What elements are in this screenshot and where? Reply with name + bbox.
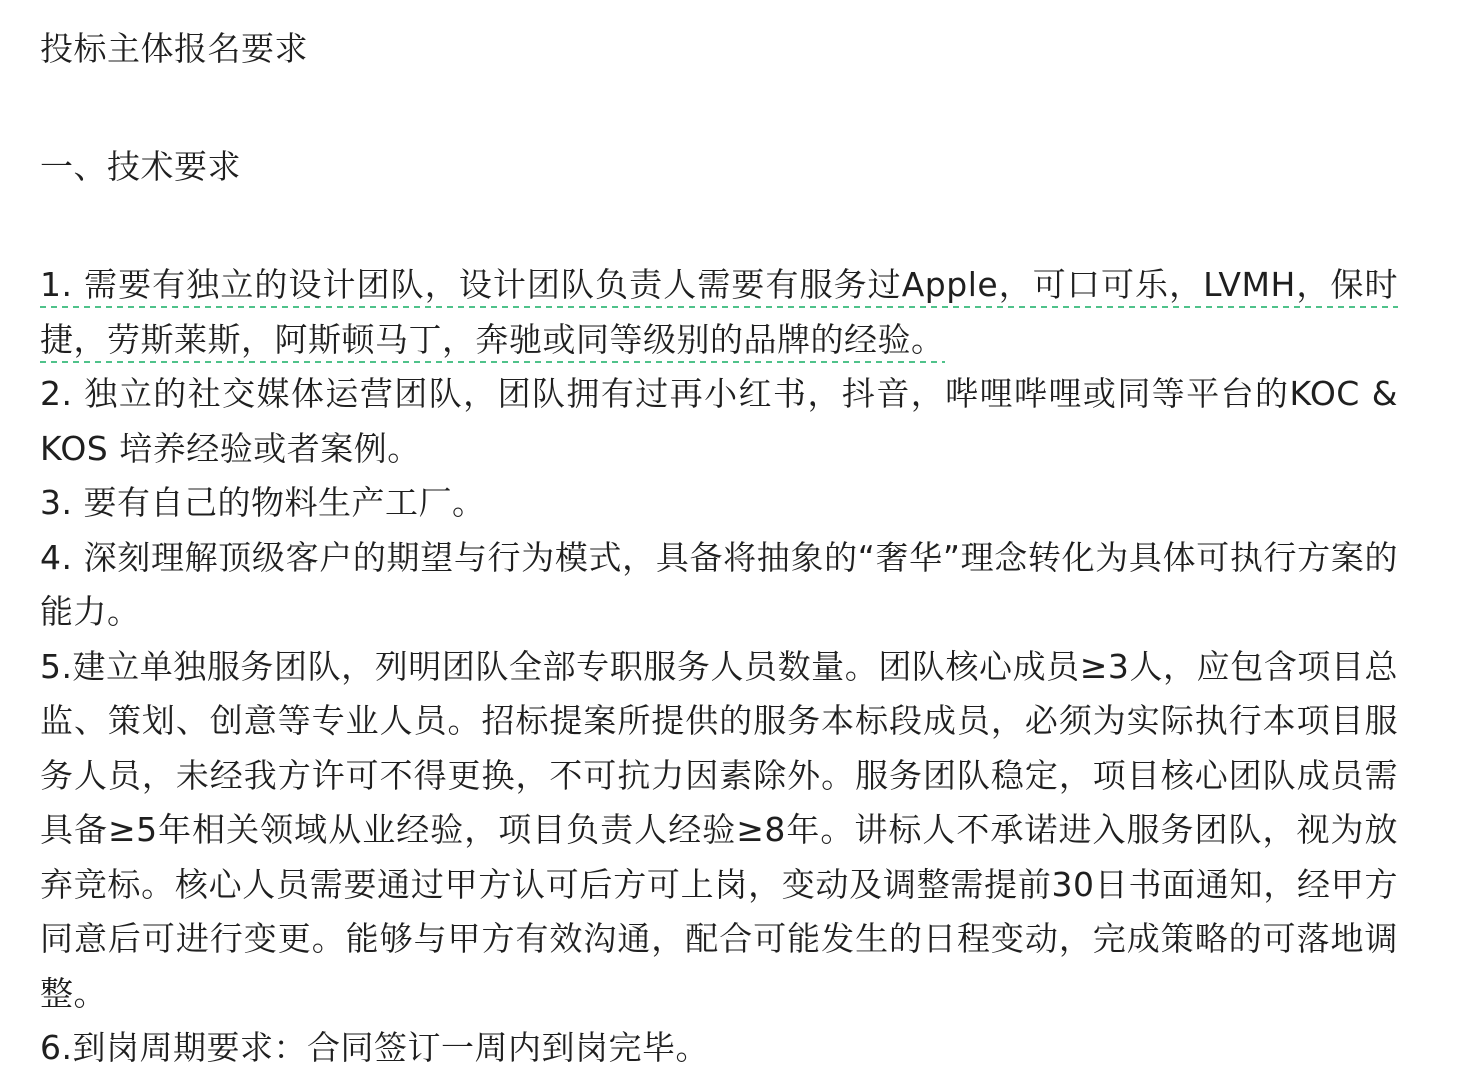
- section-title: 一、技术要求: [40, 147, 241, 186]
- document-title: 投标主体报名要求: [40, 29, 308, 68]
- requirement-item-3: 3. 要有自己的物料生产工厂。: [40, 483, 486, 522]
- requirement-item-2: 2. 独立的社交媒体运营团队，团队拥有过再小红书，抖音，哔哩哔哩或同等平台的KOC & KOS 培养经验或者案例。: [40, 374, 1398, 468]
- requirement-list: [40, 258, 1398, 1076]
- requirement-item-4: 4. 深刻理解顶级客户的期望与行为模式，具备将抽象的“奢华”理念转化为具体可执行方案的能力。: [40, 537, 1398, 631]
- requirement-item-1: [40, 258, 1398, 367]
- requirement-item-6: 6.到岗周期要求：合同签订一周内到岗完毕。: [40, 1028, 709, 1067]
- highlighted-comment-text[interactable]: 1. 需要有独立的设计团队，设计团队负责人需要有服务过Apple，可口可乐，LVMH，保时捷，劳斯莱斯，阿斯顿马丁，奔驰或同等级别的品牌的经验。: [40, 265, 1398, 363]
- requirement-item-5: 5.建立单独服务团队，列明团队全部专职服务人员数量。团队核心成员≥3人，应包含项目总监、策划、创意等专业人员。招标提案所提供的服务本标段成员，必须为实际执行本项目服务人员，未经我方许可不得更换，不可抗力因素除外。服务团队稳定，项目核心团队成员需具备≥5年相关领域从业经验，项目负责人经验≥8年。讲标人不承诺进入服务团队，视为放弃竞标。核心人员需要通过甲方认可后方可上岗，变动及调整需提前30日书面通知，经甲方同意后可进行变更。能够与甲方有效沟通，配合可能发生的日程变动，完成策略的可落地调整。: [40, 646, 1398, 1013]
